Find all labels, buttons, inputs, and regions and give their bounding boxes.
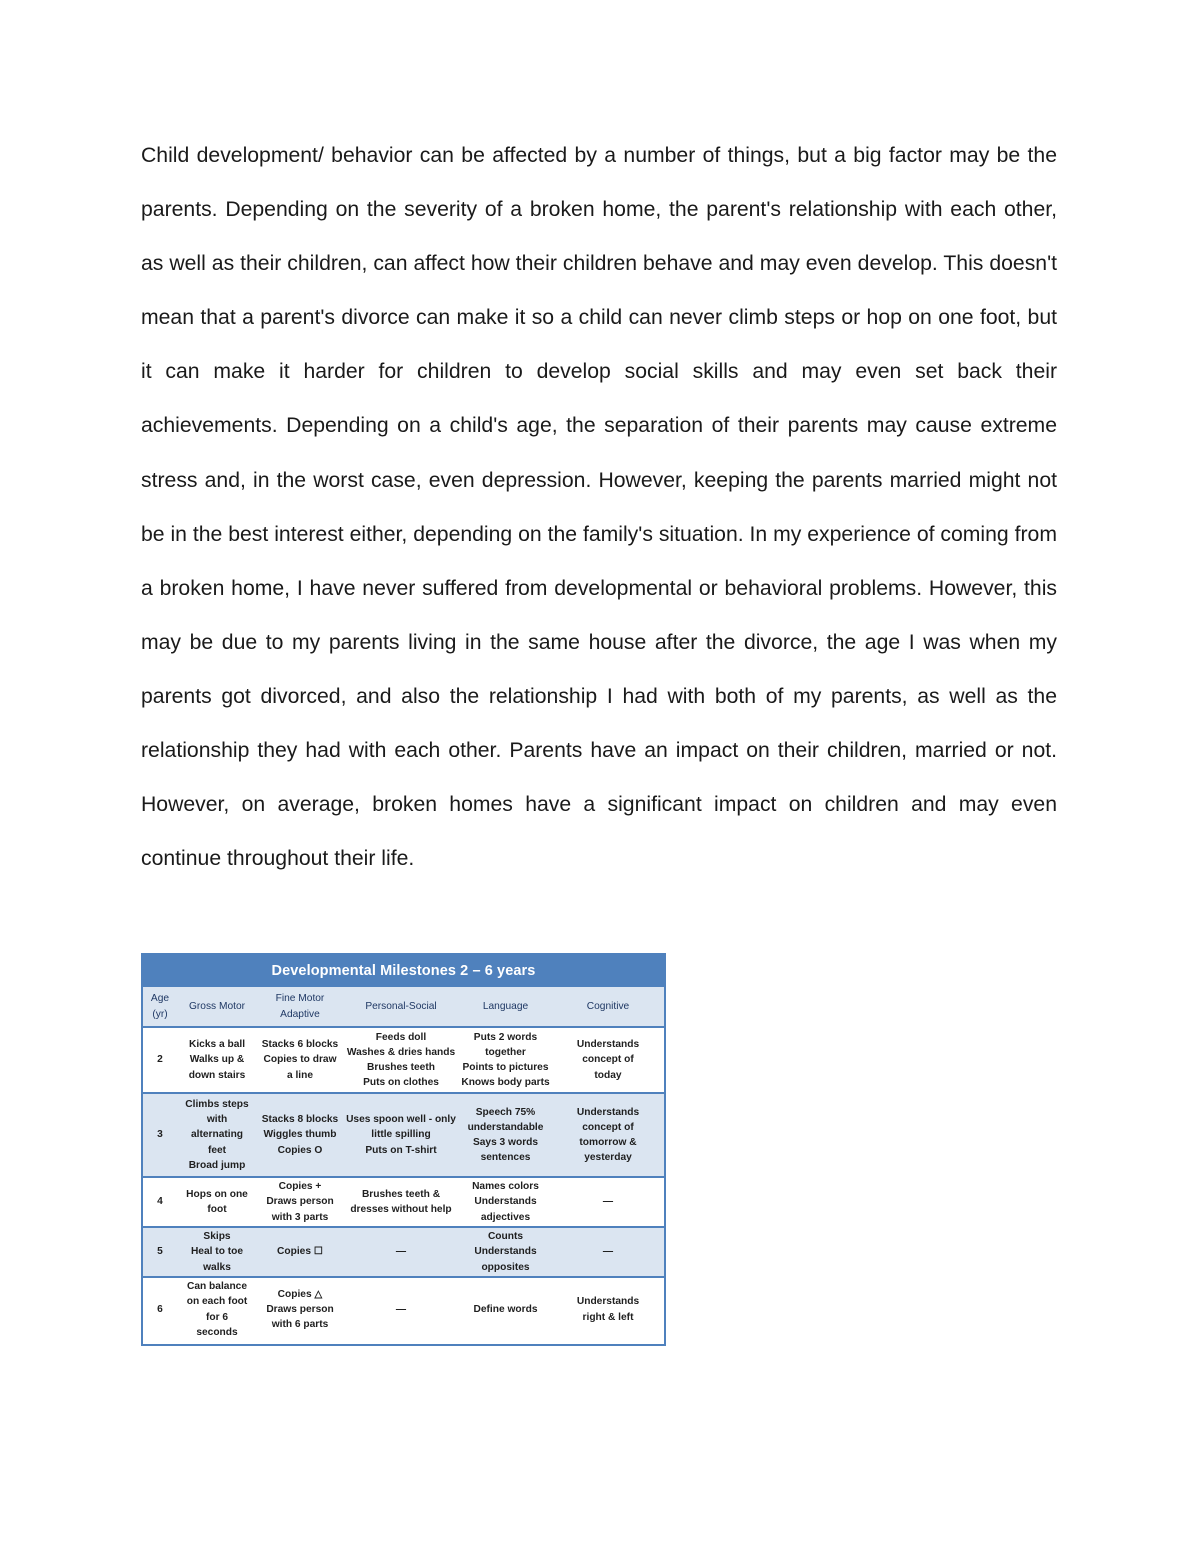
essay-paragraph: Child development/ behavior can be affected by a number of things, but a big factor may be the parents. Depending on the severity of a broken home, the parent's relationship with each other, as well as their children, can affect how their children behave and may even develop. This doesn't mean that a parent's divorce can make it so a child can never climb steps or hop on one foot, but it can make it harder for children to develop social skills and may even set back their achievements. Depending on a child's age, the separation of their parents may cause extreme stress and, in the worst case, even depression. However, keeping the parents married might not be in the best interest either, depending on the family's situation. In my experience of coming from a broken home, I have never suffered from developmental or behavioral problems. However, this may be due to my parents living in the same house after the divorce, the age I was when my parents got divorced, and also the relationship I had with both of my parents, as well as the relationship they had with each other. Parents have an impact on their children, married or not. However, on average, broken homes have a significant impact on children and may even continue throughout their life.	[141, 144, 1057, 871]
cell-language: Define words	[473, 1303, 538, 1315]
header-language: Language	[459, 987, 552, 1027]
milestones-table-image	[141, 953, 666, 1346]
cell-fine-motor: Stacks 6 blocks Copies to draw a line	[257, 1027, 343, 1093]
cell-cognitive: Understands right & left	[576, 1296, 640, 1323]
cell-personal-social: Feeds doll Washes & dries hands Brushes teeth Puts on clothes	[343, 1027, 459, 1093]
table-row	[143, 1093, 664, 1177]
table-row	[143, 1227, 664, 1277]
cell-age: 2	[143, 1027, 177, 1093]
table-row	[143, 1277, 664, 1341]
header-age: Age (yr)	[143, 987, 177, 1027]
milestones-table	[143, 987, 664, 1341]
table-row	[143, 1177, 664, 1227]
cell-language: Names colors Understands adjectives	[459, 1177, 552, 1227]
cell-cognitive: —	[552, 1177, 664, 1227]
cell-gross-motor: Skips Heal to toe walks	[177, 1227, 257, 1277]
cell-language: Puts 2 words together Points to pictures Knows body parts	[459, 1027, 552, 1093]
table-header-row	[143, 987, 664, 1027]
cell-personal-social: Brushes teeth & dresses without help	[343, 1177, 459, 1227]
cell-age: 4	[143, 1177, 177, 1227]
cell-fine-motor: Copies + Draws person with 3 parts	[257, 1177, 343, 1227]
cell-age: 3	[143, 1093, 177, 1177]
cell-fine-motor: Copies △ Draws person with 6 parts	[266, 1288, 334, 1331]
cell-cognitive: —	[552, 1227, 664, 1277]
cell-fine-motor: Copies ☐	[257, 1227, 343, 1277]
cell-gross-motor: Climbs steps with alternating feet Broad jump	[177, 1093, 257, 1177]
cell-personal-social: —	[395, 1303, 407, 1315]
cell-gross-motor: Can balance on each foot for 6 seconds	[186, 1281, 248, 1338]
cell-gross-motor: Kicks a ball Walks up & down stairs	[177, 1027, 257, 1093]
cell-cognitive: Understands concept of tomorrow & yesterday	[552, 1093, 664, 1177]
table-title: Developmental Milestones 2 – 6 years	[143, 955, 664, 987]
table-row	[143, 1027, 664, 1093]
cell-personal-social: Uses spoon well - only little spilling Puts on T-shirt	[343, 1093, 459, 1177]
cell-language: Speech 75% understandable Says 3 words sentences	[459, 1093, 552, 1177]
cell-gross-motor: Hops on one foot	[177, 1177, 257, 1227]
cell-language: Counts Understands opposites	[459, 1227, 552, 1277]
cell-age: 5	[143, 1227, 177, 1277]
cell-age: 6	[157, 1303, 163, 1315]
header-personal-social: Personal-Social	[343, 987, 459, 1027]
cell-fine-motor: Stacks 8 blocks Wiggles thumb Copies O	[257, 1093, 343, 1177]
header-cognitive: Cognitive	[552, 987, 664, 1027]
cell-personal-social: —	[343, 1227, 459, 1277]
cell-cognitive: Understands concept of today	[552, 1027, 664, 1093]
header-fine-motor: Fine Motor Adaptive	[257, 987, 343, 1027]
header-gross-motor: Gross Motor	[177, 987, 257, 1027]
